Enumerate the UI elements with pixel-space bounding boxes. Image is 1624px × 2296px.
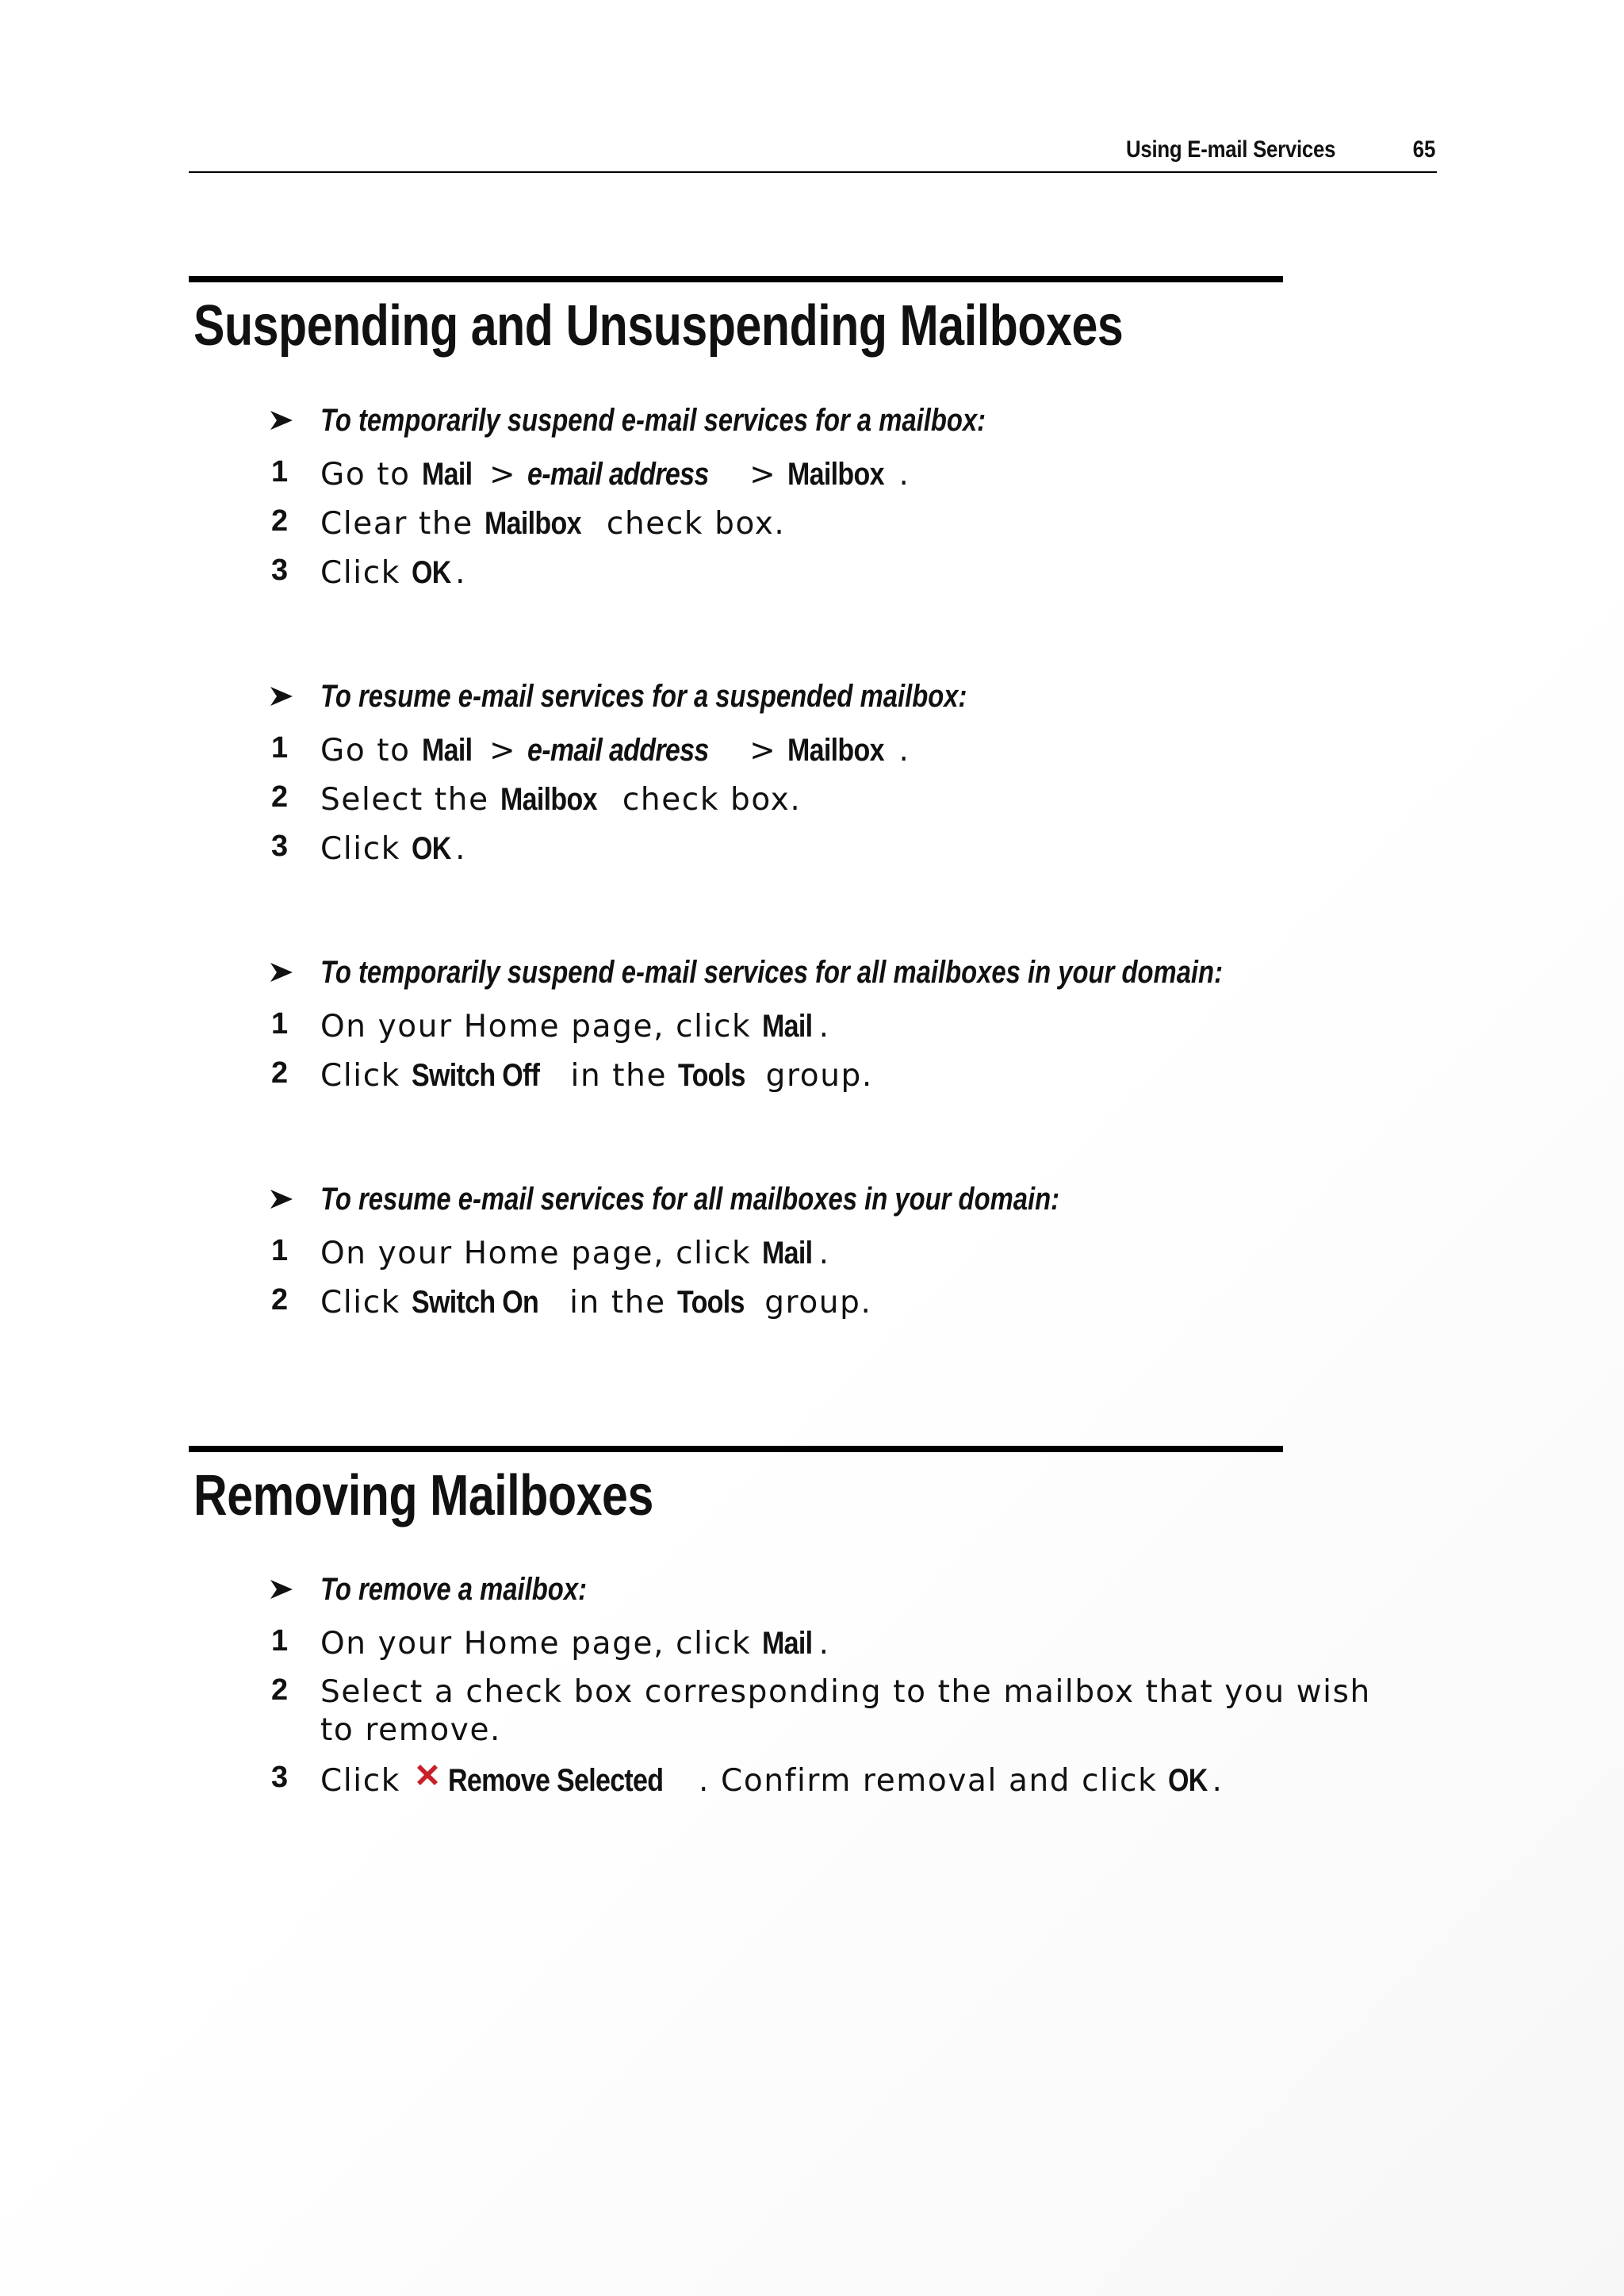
step — [268, 1231, 1426, 1280]
step — [268, 1621, 1426, 1670]
step-number: 1 — [271, 1007, 289, 1041]
procedure-suspend-all — [268, 955, 1426, 1102]
section-removing — [189, 1446, 1283, 1528]
step-number: 2 — [271, 504, 289, 538]
ui-term: Mailbox — [787, 457, 885, 492]
ui-term: Switch On — [411, 1285, 539, 1320]
ui-term: e-mail address — [527, 733, 709, 768]
step — [268, 1670, 1426, 1757]
ui-term: OK — [411, 831, 451, 866]
ui-term: Mailbox — [500, 782, 597, 817]
procedure-intro: To resume e-mail services for all mailboxes in your domain: — [268, 1182, 1426, 1231]
ui-term: Mail — [762, 1236, 813, 1271]
step — [268, 550, 1426, 600]
ui-term: Mail — [762, 1009, 813, 1044]
arrow-bullet-icon — [270, 687, 293, 706]
step-text: Clear the Mailbox check box. — [320, 506, 786, 542]
step-number: 2 — [271, 1283, 289, 1317]
running-header — [189, 133, 1437, 173]
ui-term: Mailbox — [484, 506, 581, 541]
section-suspending — [189, 276, 1283, 358]
step-number: 2 — [271, 780, 289, 814]
step-text: On your Home page, click Mail . — [320, 1009, 830, 1045]
ui-term: Mail — [421, 457, 473, 492]
step-number: 3 — [271, 830, 289, 863]
step-number: 2 — [271, 1673, 289, 1707]
ui-term: OK — [1168, 1763, 1208, 1798]
step — [268, 826, 1426, 876]
ui-term: Mailbox — [787, 733, 885, 768]
step — [268, 501, 1426, 550]
ui-term: Mail — [762, 1626, 813, 1661]
procedure-resume-all — [268, 1182, 1426, 1329]
procedure-remove-mailbox — [268, 1572, 1426, 1807]
step-text: Click OK . — [320, 555, 467, 591]
step-number: 1 — [271, 1234, 289, 1267]
section-rule — [189, 1446, 1283, 1452]
ui-term: e-mail address — [527, 457, 709, 492]
step — [268, 728, 1426, 777]
section-title: Suspending and Unsuspending Mailboxes — [193, 294, 1124, 358]
step-text: Go to Mail > e-mail address > Mailbox . — [320, 457, 910, 493]
step-text: Select a check box corresponding to the mailbox that you wish to remove. — [320, 1674, 1371, 1748]
step-text: On your Home page, click Mail . — [320, 1626, 830, 1662]
section-title: Removing Mailboxes — [193, 1464, 653, 1527]
page-number: 65 — [1412, 136, 1435, 163]
remove-x-icon — [412, 1761, 443, 1792]
procedure-suspend-mailbox — [268, 403, 1426, 600]
step-number: 1 — [271, 455, 289, 489]
step-number: 1 — [271, 1624, 289, 1658]
ui-term: Remove Selected — [447, 1763, 664, 1798]
arrow-bullet-icon — [270, 411, 293, 430]
ui-term: Tools — [676, 1285, 745, 1320]
step-text: Click Switch Off in the Tools group. — [320, 1058, 873, 1094]
procedure-intro: To resume e-mail services for a suspended mailbox: — [268, 679, 1426, 728]
procedure-resume-mailbox — [268, 679, 1426, 876]
procedure-intro: To remove a mailbox: — [268, 1572, 1426, 1621]
ui-term: Switch Off — [411, 1058, 540, 1093]
procedure-intro: To temporarily suspend e-mail services for all mailboxes in your domain: — [268, 955, 1426, 1004]
step-text: Select the Mailbox check box. — [320, 782, 802, 818]
section-rule — [189, 276, 1283, 282]
arrow-bullet-icon — [270, 963, 293, 982]
step-number: 3 — [271, 1761, 289, 1794]
step — [268, 452, 1426, 501]
ui-term: OK — [411, 555, 451, 590]
step-number: 3 — [271, 554, 289, 587]
step — [268, 1004, 1426, 1053]
ui-term: Tools — [678, 1058, 745, 1093]
step — [268, 1280, 1426, 1329]
step-text: Click Switch On in the Tools group. — [320, 1285, 872, 1320]
step-number: 2 — [271, 1056, 289, 1090]
arrow-bullet-icon — [270, 1580, 293, 1599]
step — [268, 1757, 1426, 1807]
step — [268, 777, 1426, 826]
step-text: Click Remove Selected . Confirm removal and click OK . — [320, 1757, 1426, 1800]
procedure-intro: To temporarily suspend e-mail services for a mailbox: — [268, 403, 1426, 452]
step-number: 1 — [271, 731, 289, 765]
step-text: Go to Mail > e-mail address > Mailbox . — [320, 733, 910, 769]
step-text: Click OK . — [320, 831, 467, 867]
ui-term: Mail — [421, 733, 473, 768]
header-title: Using E-mail Services — [1125, 136, 1335, 163]
arrow-bullet-icon — [270, 1190, 293, 1209]
step — [268, 1053, 1426, 1102]
step-text: On your Home page, click Mail . — [320, 1236, 830, 1271]
